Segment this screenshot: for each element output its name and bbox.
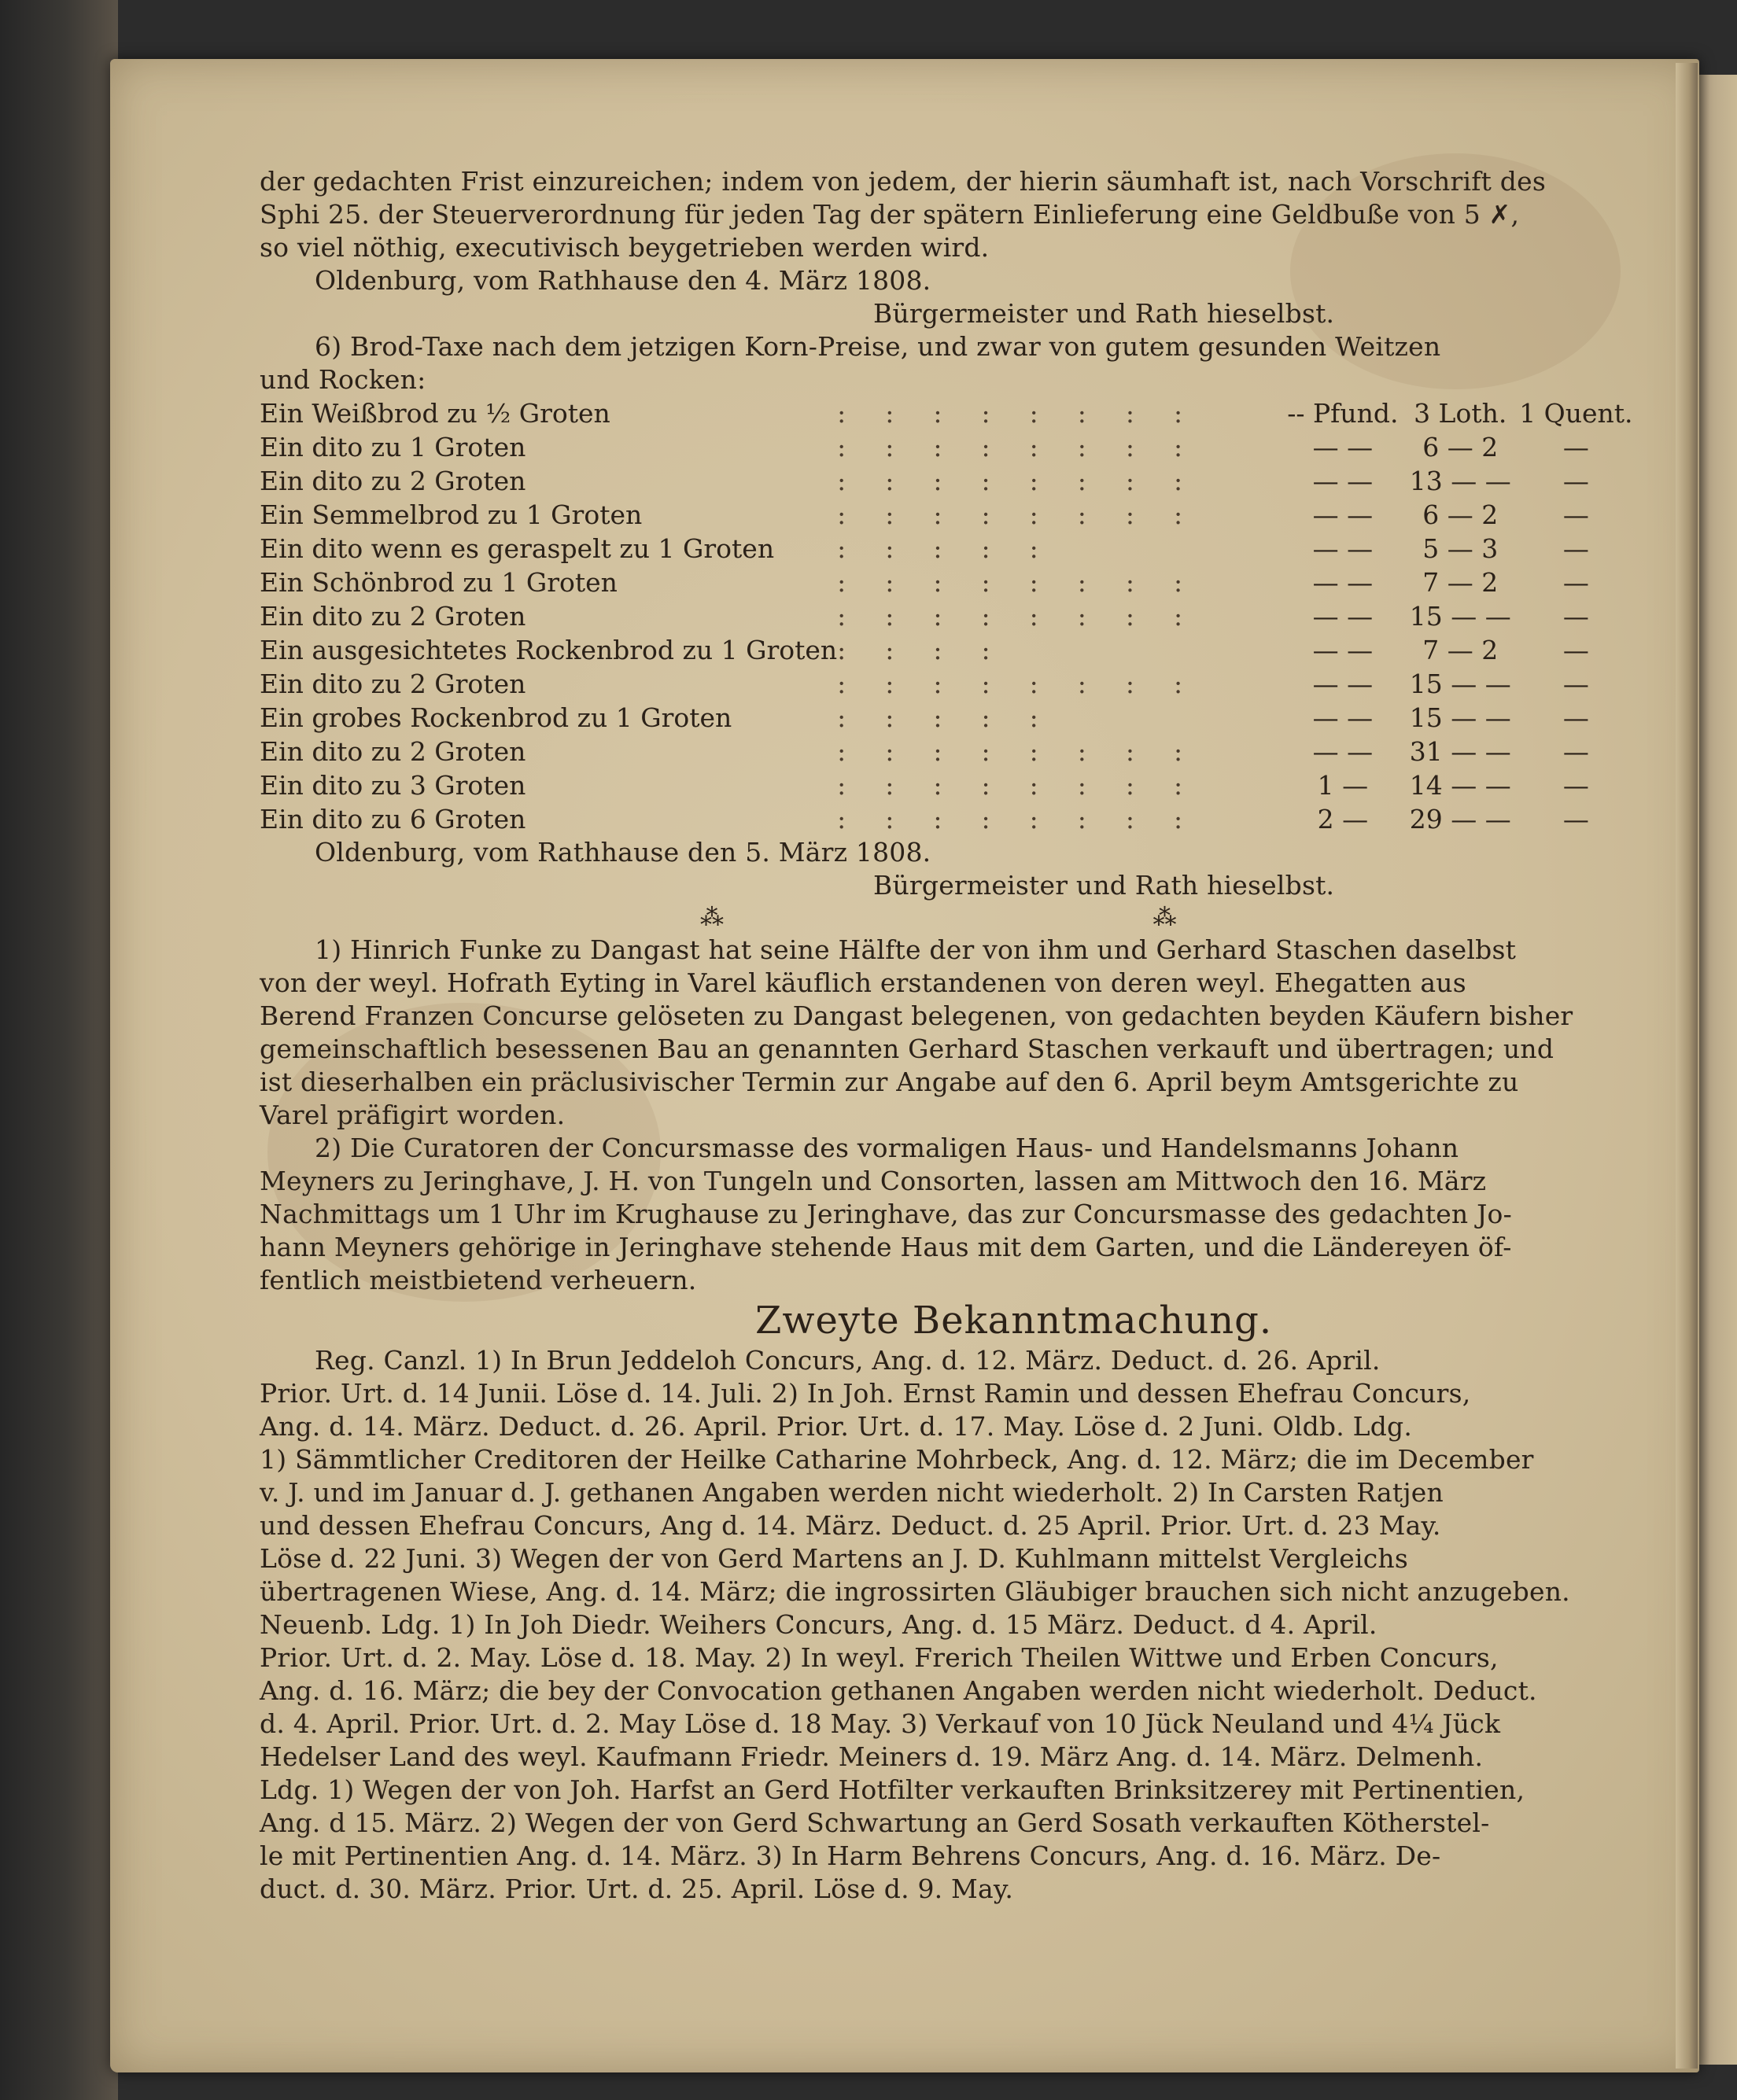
table-cell-loth: 5 — 3 xyxy=(1422,533,1499,564)
table-cell-quent: — xyxy=(1562,669,1589,699)
table-cell-item: Ein dito zu 3 Groten xyxy=(260,770,526,801)
brod-taxe-heading xyxy=(260,330,1636,396)
table-cell-item: Ein ausgesichtetes Rockenbrod zu 1 Groten xyxy=(260,635,838,665)
table-cell-item: Ein Semmelbrod zu 1 Groten xyxy=(260,499,643,530)
text-line: hann Meyners gehörige in Jeringhave stehende Haus mit dem Garten, und die Ländereyen öf- xyxy=(260,1232,1512,1262)
table-cell-item: Ein dito zu 2 Groten xyxy=(260,601,526,632)
table-cell-item: Ein grobes Rockenbrod zu 1 Groten xyxy=(260,702,732,733)
table-cell-pfund: — — xyxy=(1312,635,1374,665)
table-cell-loth: 15 — — xyxy=(1409,702,1511,733)
table-dots: :::: xyxy=(837,635,1030,665)
table-row xyxy=(260,735,1636,768)
section-divider-stars: ⁂ ⁂ xyxy=(700,904,1180,931)
second-announcement-heading: Zweyte Bekanntmachung. xyxy=(755,1299,1273,1343)
text-line: Reg. Canzl. 1) In Brun Jeddeloh Concurs, Ang. d. 12. März. Deduct. d. 26. April. xyxy=(315,1345,1381,1376)
text-line: Löse d. 22 Juni. 3) Wegen der von Gerd Martens an J. D. Kuhlmann mittelst Vergleichs xyxy=(260,1543,1409,1574)
table-cell-item: Ein dito zu 1 Groten xyxy=(260,432,526,462)
header-loth: 3 Loth. xyxy=(1414,398,1507,429)
table-cell-quent: — xyxy=(1562,601,1589,632)
table-cell-pfund: — — xyxy=(1312,702,1374,733)
table-row xyxy=(260,633,1636,667)
date-line: Oldenburg, vom Rathhause den 4. März 1808. xyxy=(315,265,931,296)
bread-price-table xyxy=(260,396,1636,836)
text-line: duct. d. 30. März. Prior. Urt. d. 25. April. Löse d. 9. May. xyxy=(260,1873,1014,1904)
table-row xyxy=(260,701,1636,735)
table-cell-pfund: — — xyxy=(1312,567,1374,598)
signature-line: Bürgermeister und Rath hieselbst. xyxy=(873,298,1335,329)
text-line: Ang. d 15. März. 2) Wegen der von Gerd Schwartung an Gerd Sosath verkauften Kötherstel- xyxy=(260,1807,1490,1838)
text-line: d. 4. April. Prior. Urt. d. 2. May Löse d. 18 May. 3) Verkauf von 10 Jück Neuland und 4¼ Jück xyxy=(260,1708,1501,1739)
table-cell-pfund: — — xyxy=(1312,432,1374,462)
page-edge xyxy=(1676,63,1698,2069)
table-cell-item: Ein dito zu 2 Groten xyxy=(260,736,526,767)
table-cell-quent: — xyxy=(1562,736,1589,767)
notices-block xyxy=(260,934,1636,1297)
table-cell-loth: 7 — 2 xyxy=(1422,635,1499,665)
text-line: 6) Brod-Taxe nach dem jetzigen Korn-Preise, und zwar von gutem gesunden Weitzen xyxy=(315,331,1441,362)
table-cell-pfund: — — xyxy=(1312,533,1374,564)
table-cell-item: Ein Weißbrod zu ½ Groten xyxy=(260,398,610,429)
table-row xyxy=(260,430,1636,464)
table-dots: :::::::: xyxy=(837,398,1223,429)
page-text xyxy=(260,165,1636,1906)
text-line: so viel nöthig, executivisch beygetrieben werden wird. xyxy=(260,232,990,263)
text-line: von der weyl. Hofrath Eyting in Varel käuflich erstandenen von deren weyl. Ehegatten aus xyxy=(260,967,1466,998)
text-line: Meyners zu Jeringhave, J. H. von Tungeln und Consorten, lassen am Mittwoch den 16. März xyxy=(260,1166,1487,1196)
table-row xyxy=(260,566,1636,599)
text-line: Neuenb. Ldg. 1) In Joh Diedr. Weihers Concurs, Ang. d. 15 März. Deduct. d 4. April. xyxy=(260,1609,1377,1640)
table-cell-item: Ein Schönbrod zu 1 Groten xyxy=(260,567,618,598)
header-pfund: -- Pfund. xyxy=(1287,398,1399,429)
text-line: Nachmittags um 1 Uhr im Krughause zu Jeringhave, das zur Concursmasse des gedachten Jo- xyxy=(260,1199,1512,1229)
table-cell-loth: 31 — — xyxy=(1409,736,1511,767)
table-dots: ::::: xyxy=(837,533,1078,564)
signature-line: Bürgermeister und Rath hieselbst. xyxy=(873,870,1335,901)
table-cell-item: Ein dito zu 2 Groten xyxy=(260,466,526,496)
table-dots: ::::: xyxy=(837,702,1078,733)
table-cell-pfund: 1 — xyxy=(1317,770,1369,801)
table-cell-item: Ein dito zu 2 Groten xyxy=(260,669,526,699)
table-cell-pfund: — — xyxy=(1312,601,1374,632)
table-dots: :::::::: xyxy=(837,669,1223,699)
table-cell-pfund: — — xyxy=(1312,736,1374,767)
table-cell-loth: 13 — — xyxy=(1409,466,1511,496)
text-line: Hedelser Land des weyl. Kaufmann Friedr. Meiners d. 19. März Ang. d. 14. März. Delmenh. xyxy=(260,1741,1484,1772)
table-row xyxy=(260,667,1636,701)
text-line: Berend Franzen Concurse gelöseten zu Dangast belegenen, von gedachten beyden Käufern bisher xyxy=(260,1000,1573,1031)
text-line: Prior. Urt. d. 2. May. Löse d. 18. May. 2) In weyl. Frerich Theilen Wittwe und Erben Concurs, xyxy=(260,1642,1499,1673)
date-line: Oldenburg, vom Rathhause den 5. März 1808. xyxy=(315,837,931,868)
table-cell-quent: — xyxy=(1562,466,1589,496)
text-line: le mit Pertinentien Ang. d. 14. März. 3) In Harm Behrens Concurs, Ang. d. 16. März. De- xyxy=(260,1840,1441,1871)
table-row xyxy=(260,599,1636,633)
table-cell-pfund: — — xyxy=(1312,669,1374,699)
table-cell-quent: — xyxy=(1562,432,1589,462)
table-cell-pfund: — — xyxy=(1312,466,1374,496)
table-cell-loth: 7 — 2 xyxy=(1422,567,1499,598)
table-cell-pfund: 2 — xyxy=(1317,804,1369,834)
table-cell-quent: — xyxy=(1562,804,1589,834)
table-dots: :::::::: xyxy=(837,736,1223,767)
text-line: 1) Sämmtlicher Creditoren der Heilke Catharine Mohrbeck, Ang. d. 12. März; die im December xyxy=(260,1444,1534,1475)
table-cell-loth: 15 — — xyxy=(1409,669,1511,699)
text-line: Prior. Urt. d. 14 Junii. Löse d. 14. Juli. 2) In Joh. Ernst Ramin und dessen Ehefrau Concurs, xyxy=(260,1378,1471,1409)
table-dots: :::::::: xyxy=(837,601,1223,632)
top-paragraph xyxy=(260,165,1636,264)
second-notices-block xyxy=(260,1344,1636,1906)
table-cell-loth: 14 — — xyxy=(1409,770,1511,801)
text-line: und dessen Ehefrau Concurs, Ang d. 14. März. Deduct. d. 25 April. Prior. Urt. d. 23 May. xyxy=(260,1510,1441,1541)
table-dots: :::::::: xyxy=(837,804,1223,834)
text-line: Sphi 25. der Steuerverordnung für jeden Tag der spätern Einlieferung eine Geldbuße von 5 ✗, xyxy=(260,199,1520,230)
table-cell-quent: — xyxy=(1562,499,1589,530)
text-line: und Rocken: xyxy=(260,364,426,395)
table-cell-loth: 29 — — xyxy=(1409,804,1511,834)
header-quent: 1 Quent. xyxy=(1519,398,1633,429)
book-spine xyxy=(0,0,118,2100)
table-cell-loth: 15 — — xyxy=(1409,601,1511,632)
table-cell-loth: 6 — 2 xyxy=(1422,499,1499,530)
text-line: gemeinschaftlich besessenen Bau an genannten Gerhard Staschen verkauft und übertragen; und xyxy=(260,1033,1554,1064)
text-line: ist dieserhalben ein präclusivischer Termin zur Angabe auf den 6. April beym Amtsgerichte zu xyxy=(260,1067,1519,1097)
table-row xyxy=(260,464,1636,498)
table-cell-quent: — xyxy=(1562,770,1589,801)
table-cell-item: Ein dito zu 6 Groten xyxy=(260,804,526,834)
table-dots: :::::::: xyxy=(837,432,1223,462)
table-cell-pfund: — — xyxy=(1312,499,1374,530)
text-line: übertragenen Wiese, Ang. d. 14. März; die ingrossirten Gläubiger brauchen sich nicht anzugeben. xyxy=(260,1576,1570,1607)
table-dots: :::::::: xyxy=(837,466,1223,496)
text-line: Varel präfigirt worden. xyxy=(260,1100,566,1130)
text-line: 1) Hinrich Funke zu Dangast hat seine Hälfte der von ihm und Gerhard Staschen daselbst xyxy=(315,934,1517,965)
table-row xyxy=(260,532,1636,566)
text-line: Ang. d. 14. März. Deduct. d. 26. April. Prior. Urt. d. 17. May. Löse d. 2 Juni. Oldb. Ldg. xyxy=(260,1411,1413,1442)
table-cell-loth: 6 — 2 xyxy=(1422,432,1499,462)
table-cell-quent: — xyxy=(1562,533,1589,564)
text-line: Ang. d. 16. März; die bey der Convocation gethanen Angaben werden nicht wiederholt. Deduct. xyxy=(260,1675,1537,1706)
table-cell-quent: — xyxy=(1562,567,1589,598)
table-dots: :::::::: xyxy=(837,770,1223,801)
text-line: der gedachten Frist einzureichen; indem von jedem, der hierin säumhaft ist, nach Vorschrift des xyxy=(260,166,1546,197)
table-cell-quent: — xyxy=(1562,702,1589,733)
text-line: fentlich meistbietend verheuern. xyxy=(260,1265,697,1295)
text-line: Ldg. 1) Wegen der von Joh. Harfst an Gerd Hotfilter verkauften Brinksitzerey mit Pertinentien, xyxy=(260,1774,1525,1805)
table-dots: :::::::: xyxy=(837,499,1223,530)
table-cell-quent: — xyxy=(1562,635,1589,665)
text-line: v. J. und im Januar d. J. gethanen Angaben werden nicht wiederholt. 2) In Carsten Ratjen xyxy=(260,1477,1444,1508)
table-dots: :::::::: xyxy=(837,567,1223,598)
table-cell-item: Ein dito wenn es geraspelt zu 1 Groten xyxy=(260,533,775,564)
table-row xyxy=(260,396,1636,430)
table-row xyxy=(260,768,1636,802)
table-row xyxy=(260,802,1636,836)
text-line: 2) Die Curatoren der Concursmasse des vormaligen Haus- und Handelsmanns Johann xyxy=(315,1133,1459,1163)
table-row xyxy=(260,498,1636,532)
